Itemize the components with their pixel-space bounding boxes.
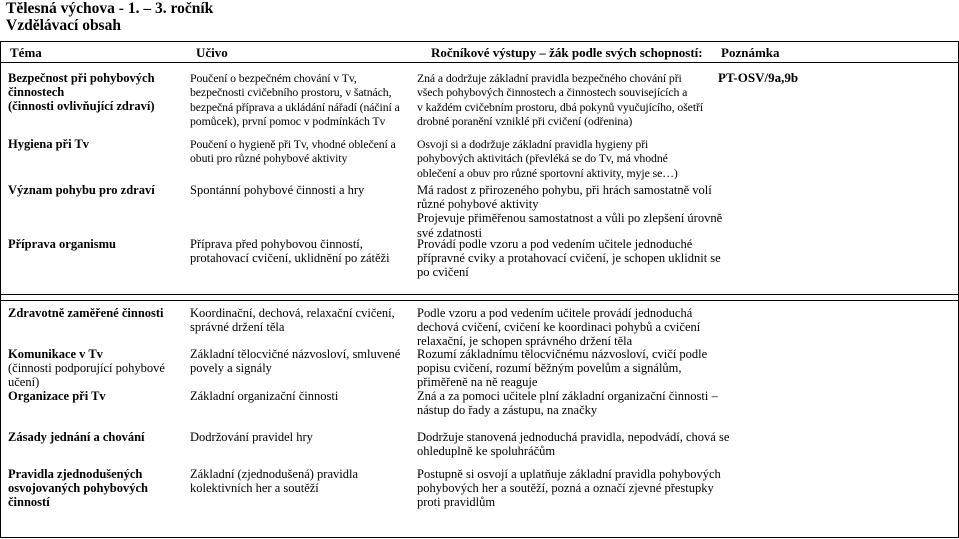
vystupy-cell: Provádí podle vzoru a pod vedením učitele jednoduché přípravné cviky a protahovací cvičení, je schopen uklidnit se po cvičení	[417, 237, 721, 280]
poznamka-cell: PT-OSV/9a,9b	[718, 70, 799, 85]
header-vystupy: Ročníkové výstupy – žák podle svých schopností:	[431, 45, 703, 60]
document-subtitle: Vzdělávací obsah	[6, 17, 121, 34]
ucivo-cell: Poučení o bezpečném chování v Tv, bezpečnosti cvičebního prostoru, v šatnách, bezpečná příprava a ukládání nářadí (náčiní a pomůcek), první pomoc v podmínkách Tv	[190, 71, 400, 129]
ucivo-cell: Poučení o hygieně při Tv, vhodné oblečení a obuti pro různé pohybové aktivity	[190, 137, 396, 166]
section-divider-line	[0, 294, 959, 295]
vystupy-cell: Rozumí základnímu tělocvičnému názvosloví, cvičí podle popisu cvičení, rozumí běžným povelům a signálům, přiměřeně na ně reaguje	[417, 347, 708, 390]
vystupy-cell: Zná a dodržuje základní pravidla bezpečného chování při všech pohybových činnostech a činnostech souvisejících a v každém cvičebním prostoru, dbá pokynů vyučujícího, ošetří drobné poranění vzniklé při cvičení (odřenina)	[417, 71, 704, 129]
tema-cell: Příprava organismu	[8, 237, 116, 251]
tema-cell: Bezpečnost při pohybových činnostech (činnosti ovlivňující zdraví)	[8, 71, 155, 114]
header-tema: Téma	[10, 45, 42, 60]
header-ucivo: Učivo	[196, 45, 228, 60]
ucivo-cell: Základní tělocvičné názvosloví, smluvené povely a signály	[190, 347, 401, 376]
header-poznamka: Poznámka	[721, 45, 780, 60]
header-bottom-border	[0, 62, 959, 63]
tema-cell: Organizace při Tv	[8, 389, 106, 403]
tema-cell: Zdravotně zaměřené činnosti	[8, 306, 164, 320]
vystupy-cell: Dodržuje stanovená jednoduchá pravidla, nepodvádí, chová se ohleduplně ke spoluhráčům	[417, 430, 730, 459]
tema-cell: Zásady jednání a chování	[8, 430, 145, 444]
ucivo-cell: Základní organizační činnosti	[190, 389, 339, 403]
vystupy-cell: Zná a za pomoci učitele plní základní organizační činnosti – nástup do řady a zástupu, na značky	[417, 389, 718, 418]
tema-cell: Pravidla zjednodušených osvojovaných pohybových činností	[8, 467, 148, 510]
tema-cell: Hygiena při Tv	[8, 137, 90, 151]
section-divider-line	[0, 300, 959, 301]
tema-cell: Význam pohybu pro zdraví	[8, 183, 155, 197]
ucivo-cell: Dodržování pravidel hry	[190, 430, 313, 444]
tema-cell	[8, 347, 165, 390]
vystupy-cell: Má radost z přirozeného pohybu, při hrách samostatně volí různé pohybové aktivity Projevuje přiměřenou samostatnost a vůli po zlepšení úrovně své zdatnosti	[417, 183, 723, 240]
document-title: Tělesná výchova - 1. – 3. ročník	[6, 0, 214, 17]
vystupy-cell: Postupně si osvojí a uplatňuje základní pravidla pohybových pohybových her a soutěží, pozná a označí zjevné přestupky proti pravidlům	[417, 467, 721, 510]
table-left-border	[0, 41, 1, 538]
table-top-border	[0, 41, 959, 42]
vystupy-cell: Podle vzoru a pod vedením učitele provádí jednoduchá dechová cvičení, cvičení ke koordinaci pohybů a cvičení relaxační, je schopen správného držení těla	[417, 306, 701, 349]
ucivo-cell: Příprava před pohybovou činností, protahovací cvičení, uklidnění po zátěži	[190, 237, 390, 266]
tema-cell-note: (činnosti podporující pohybové učení)	[8, 361, 165, 390]
ucivo-cell: Koordinační, dechová, relaxační cvičení, správné držení těla	[190, 306, 395, 335]
ucivo-cell: Základní (zjednodušená) pravidla kolektivních her a soutěží	[190, 467, 358, 496]
vystupy-cell: Osvojí si a dodržuje základní pravidla hygieny při pohybových aktivitách (převléká se do Tv, má vhodné oblečení a obuv pro různé sportovní aktivity, myje se…)	[417, 137, 678, 180]
table-bottom-border	[0, 537, 959, 538]
tema-cell-title: Komunikace v Tv	[8, 347, 103, 361]
ucivo-cell: Spontánní pohybové činnosti a hry	[190, 183, 365, 197]
